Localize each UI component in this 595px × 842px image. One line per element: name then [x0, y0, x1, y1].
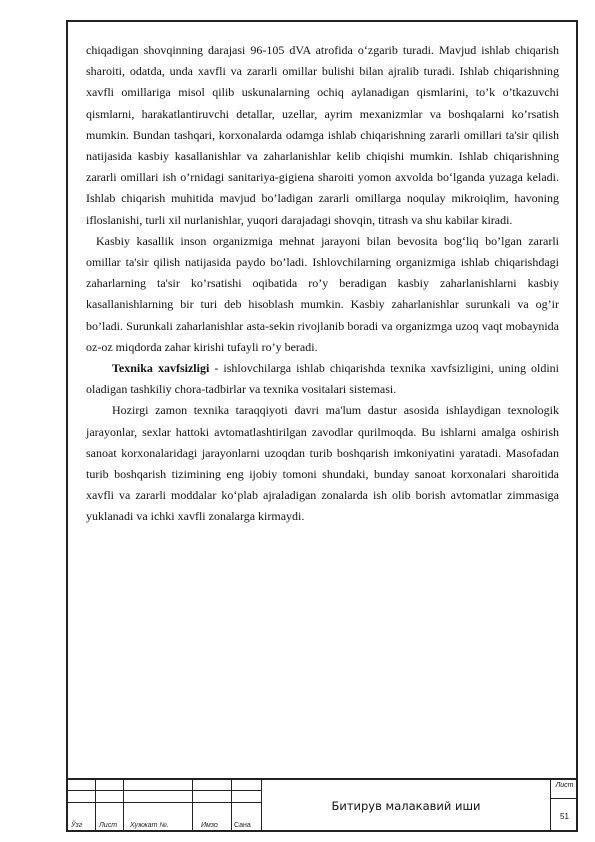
col-doc-label: Хужжат №.	[130, 822, 169, 829]
paragraph-2: Kasbiy kasallik inson organizmiga mehnat jarayoni bilan bevosita bog‘liq bo’lgan zararli omillar ta'sir qilish natijasida paydo bo’ladi. Ishlovchilarning organizmiga ishlab chiqarishdagi zaharlarning ta'sir ko’rsatishi oqibatida ro’y beradigan kasbiy zaharlanishlarni kasbiy kasallanishlarning bir turi deb hisoblash mumkin. Kasbiy zaharlanishlar surunkali va og’ir bo’ladi. Surunkali zaharlanishlar asta-sekin rivojlanib boradi va organizmga uzoq vaqt mobaynida oz-oz miqdorda zahar kirishi tufayli ro’y beradi.	[86, 233, 559, 354]
sheet-number: 51	[560, 811, 569, 821]
sheet-label: Лист	[555, 782, 574, 789]
col-date-label: Сана	[234, 822, 251, 829]
col-sign-label: Имзо	[201, 822, 218, 829]
title-block	[66, 778, 578, 832]
col-list-label: Лист	[99, 822, 118, 829]
paragraph-4: Hozirgi zamon texnika taraqqiyoti davri ma'lum dastur asosida ishlaydigan texnologik jarayonlar, sexlar hattoki avtomatlashtirilgan zavodlar qurilmoqda. Bu ishlarni amalga oshirish sanoat korxonalaridagi jarayonlarni uzoqdan turib boshqarish imkoniyatini yaratadi. Masofadan turib boshqarish tizimining eng ijobiy tomoni shundaki, bunday sanoat korxonalari sharoitida xavfli va zararli moddalar ko‘plab ajraladigan zonalarda ish olib borish avtomatlar zimmasiga yuklanadi va ichki xavfli zonalarga kirmaydi.	[86, 403, 559, 524]
term-texnika-xavfsizligi: Texnika xavfsizligi	[112, 361, 210, 376]
paragraph-1: chiqadigan shovqinning darajasi 96-105 dVA atrofida o‘zgarib turadi. Mavjud ishlab chiqarish sharoiti, odatda, unda xavfli va zararli omillar bulishi bilan ajralib turadi. Ishlab chiqarishning xavfli omillariga misol qilib uskunalarning ochiq aylanadigan qismlarini, to’k o’tkazuvchi qismlarni, harakatlantiruvchi detallar, uzellar, ayrim mexanizmlar va boshqalarni ko’rsatish mumkin. Bundan tashqari, korxonalarda odamga ishlab chiqarishning zararli omillari ta'sir qilish natijasida kasbiy kasallanishlar va zaharlanishlar kelib chiqishi mumkin. Ishlab chiqarishning zararli omillari ish o’rnidagi sanitariya-gigiena sharoiti yomon axvolda bo‘lganda yuzaga keladi. Ishlab chiqarish muhitida mavjud bo’ladigan zararli omillarga noqulay mikroiqlim, havoning ifloslanishi, turli xil nurlanishlar, yuqori darajadagi shovqin, titrash va shu kabilar kiradi.	[86, 43, 559, 227]
col-izm-label: Ўзг	[71, 822, 83, 829]
paragraph-3	[86, 358, 559, 400]
paragraph-3-text: - ishlovchilarga ishlab chiqarishda texnika xavfsizligini, uning oldini oladigan tashkiliy chora-tadbirlar va texnika vositalari sistemasi.	[86, 361, 559, 397]
document-title: Битирув малакавий иши	[331, 799, 481, 813]
document-body	[86, 40, 559, 528]
